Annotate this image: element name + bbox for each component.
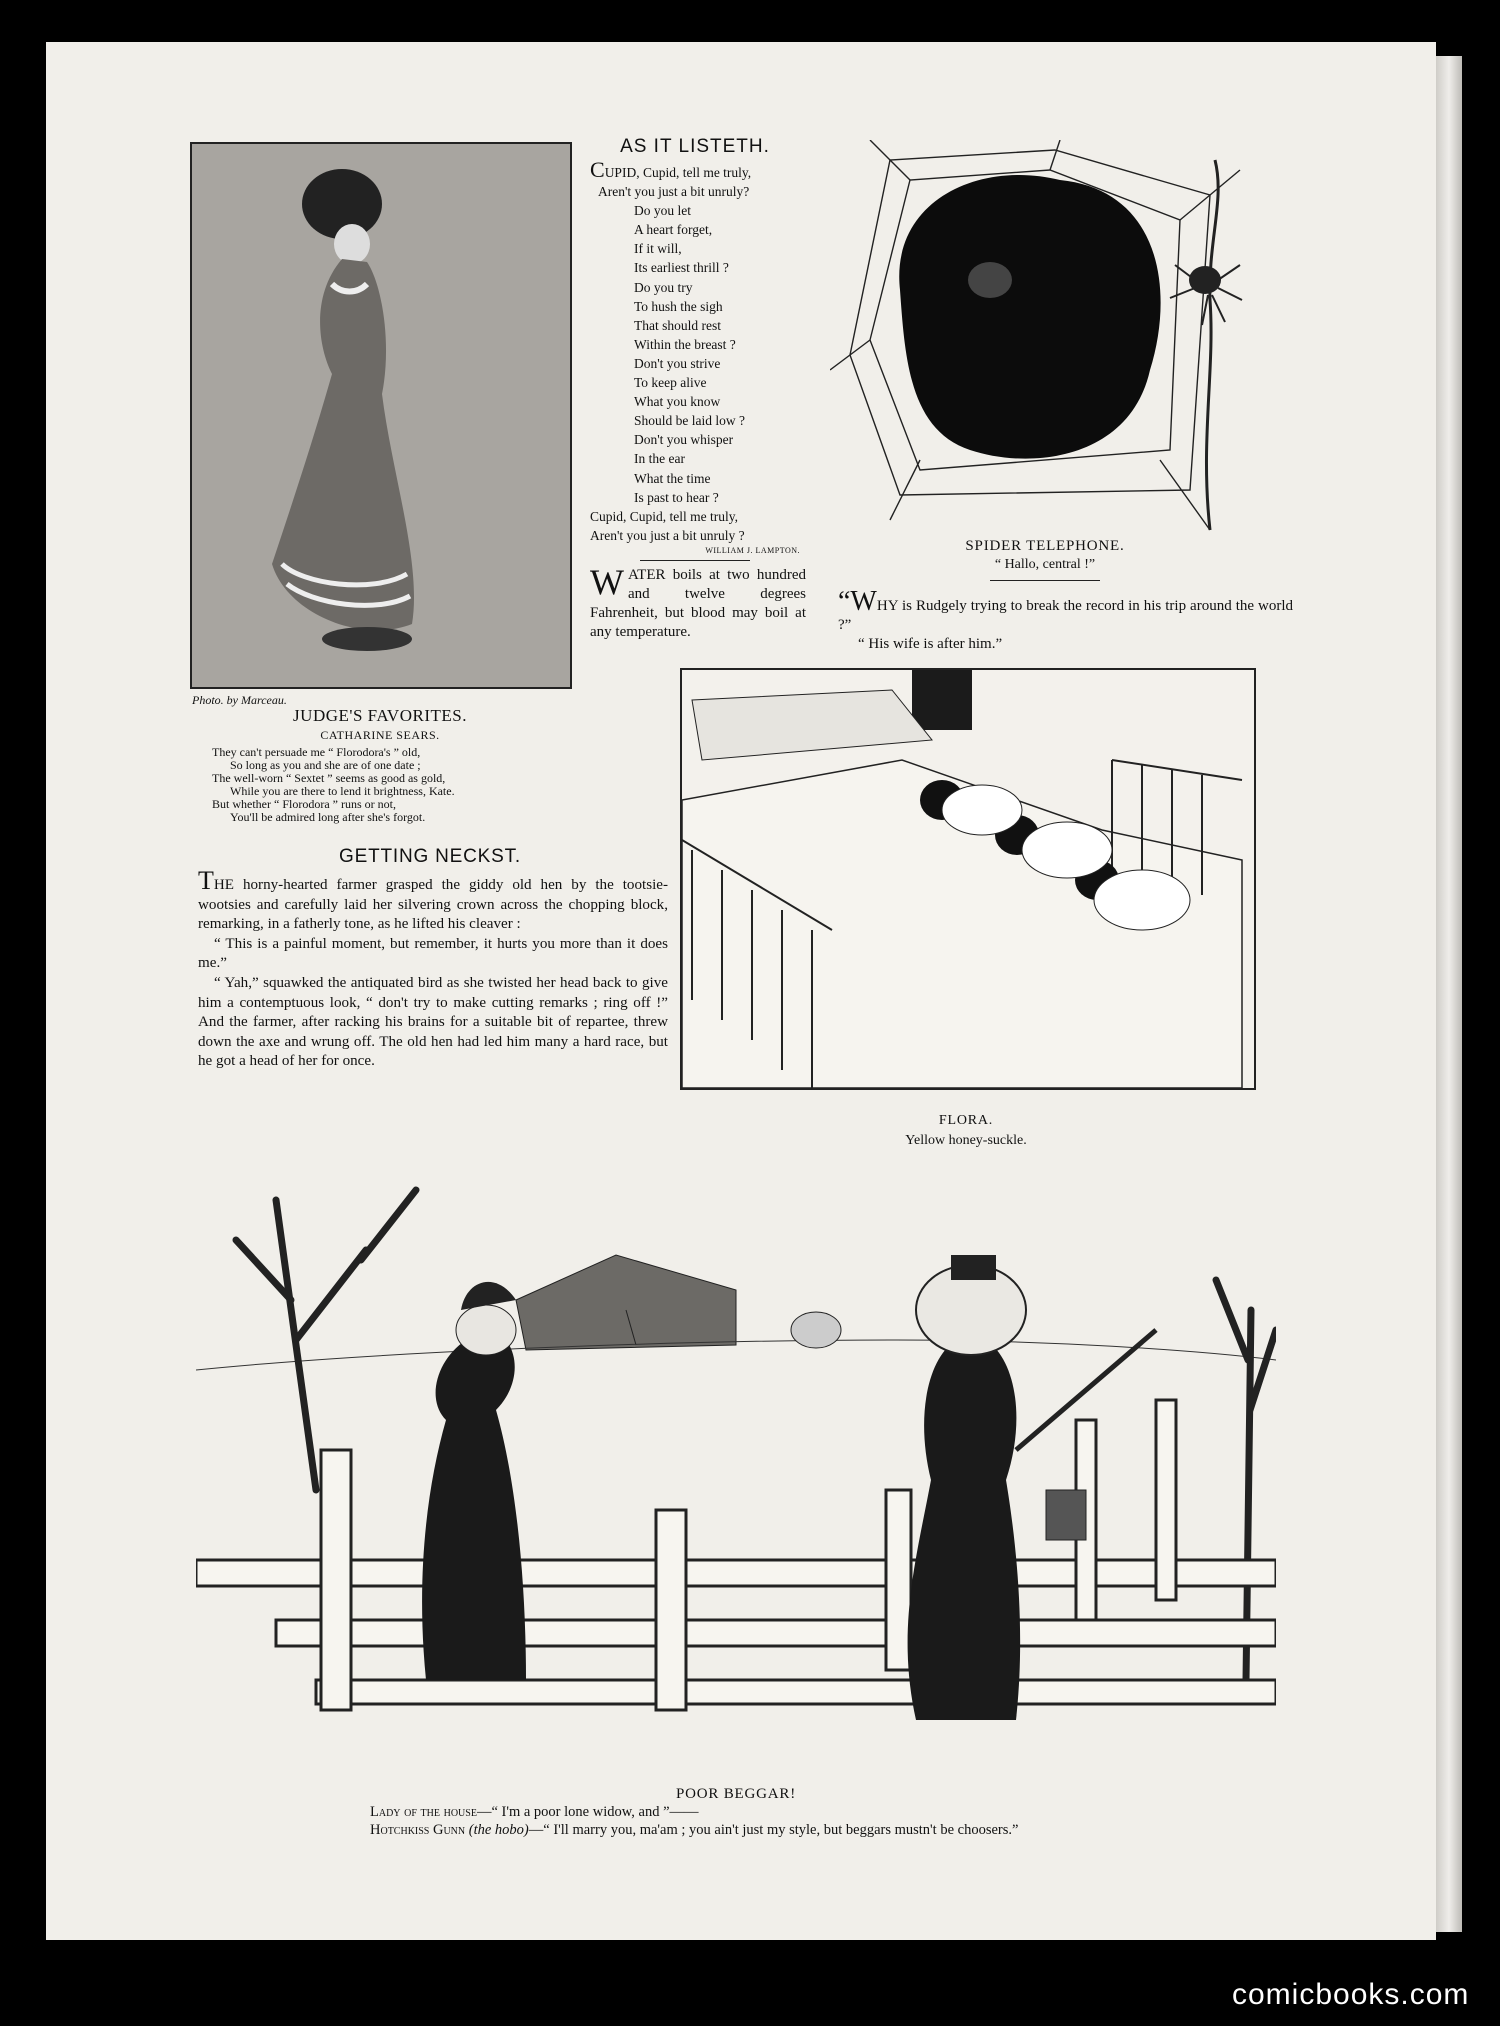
divider [990, 580, 1100, 581]
poem-author: WILLIAM J. LAMPTON. [705, 546, 800, 555]
poem-dropcap: C [590, 157, 605, 182]
site-watermark: comicbooks.com [1232, 1978, 1470, 2011]
beggar-dialogue-1: Lady of the house—“ I'm a poor lone widow, and ”—— [370, 1804, 699, 1820]
flora-caption: Yellow honey-suckle. [905, 1133, 1027, 1148]
rudgely-joke: “WHY is Rudgely trying to break the record in his trip around the world ?” “ His wife is after him.” [838, 586, 1293, 652]
spider-telephone-title: SPIDER TELEPHONE. [965, 538, 1125, 554]
poor-beggar-title: POOR BEGGAR! [675, 1786, 797, 1802]
spider-telephone-illustration [830, 140, 1260, 535]
judges-favorites-subject: CATHARINE SEARS. [320, 728, 440, 742]
judges-favorites-title: JUDGE'S FAVORITES. [293, 706, 467, 725]
flora-title: FLORA. [938, 1113, 994, 1128]
flora-illustration [680, 668, 1256, 1090]
spider-telephone-caption: “ Hallo, central !” [994, 557, 1096, 572]
beggar-dialogue-2: Hotchkiss Gunn (the hobo)—“ I'll marry you, ma'am ; you ain't just my style, but beggars mustn't be choosers.” [370, 1822, 1019, 1838]
divider [640, 560, 750, 561]
judges-favorites-verse: They can't persuade me “ Florodora's ” old, So long as you and she are of one date ; The well-worn “ Sextet ” seems as good as gold, While you are there to lend it brightness, Kate. But whether “ Florodora ” runs or not, You'll be admired long after she's forgot. [212, 745, 455, 824]
getting-neckst-body: THE horny-hearted farmer grasped the giddy old hen by the tootsie-wootsies and carefully laid her silvering crown across the chopping block, remarking, in a fatherly tone, as he lifted his cleaver : “ This is a painful moment, but remember, it hurts you more than it does me.” “ Yah,” squawked the antiquated bird as she twisted her head back to give him a contemptuous look, “ don't try to make cutting remarks ; ring off !” And the farmer, after racking his brains for a suitable bit of repartee, threw down the axe and wrung off. The old hen had led him many a hard race, but he got a head of her for once. [198, 866, 668, 1070]
photo-credit: Photo. by Marceau. [192, 693, 287, 707]
poem-title: AS IT LISTETH. [620, 136, 770, 157]
actress-photo [190, 142, 572, 689]
page-edge [1436, 56, 1462, 1932]
poor-beggar-illustration [196, 1160, 1276, 1775]
poem-body: CUPID, Cupid, tell me truly, Aren't you just a bit unruly? Do you let A heart forget, If it will, Its earliest thrill ? Do you try To hush the sigh That should rest Within the breast ? Don't you strive To keep alive What you know Should be laid low ? Don't you whisper In the ear What the time Is past to hear ? Cupid, Cupid, tell me truly, Aren't you just a bit unruly ? [590, 157, 752, 543]
water-paragraph: WATER boils at two hundred and twelve degrees Fahrenheit, but blood may boil at any temperature. [590, 562, 806, 640]
getting-neckst-title: GETTING NECKST. [339, 846, 521, 867]
